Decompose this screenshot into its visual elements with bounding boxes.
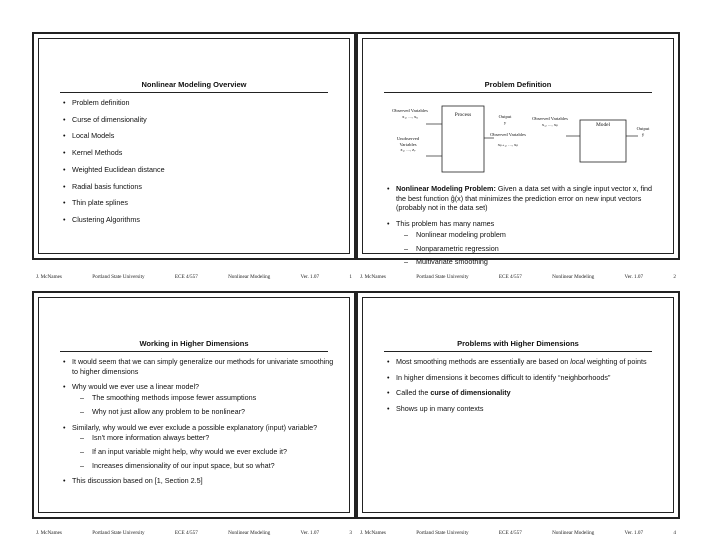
page-number: 2	[673, 274, 676, 280]
sub-list	[72, 393, 340, 416]
list-item: • In higher dimensions it becomes difficult to identify “neighborhoods”	[386, 373, 664, 383]
model-output-label	[630, 126, 656, 137]
footer-author: J. McNames	[360, 530, 386, 536]
list-item: • Radial basis functions	[62, 182, 340, 192]
slide-title: Nonlinear Modeling Overview	[141, 80, 247, 89]
list-item: • Shows up in many contexts	[386, 404, 664, 414]
label-sub: ŷ	[641, 131, 645, 137]
title-rule	[384, 92, 652, 93]
footer-course: ECE 4/557	[174, 274, 198, 280]
sub-list-item: – Multivariate smoothing	[396, 257, 664, 267]
text-segment: Called the	[396, 388, 431, 398]
sub-list-item: – Nonparametric regression	[396, 244, 664, 254]
list-item	[62, 423, 340, 471]
observed-variables-label	[392, 108, 428, 119]
list-item: • This discussion based on [1, Section 2.5]	[62, 476, 340, 486]
slide-1	[32, 32, 356, 260]
bullet-list	[386, 357, 664, 414]
footer-topic: Nonlinear Modeling	[552, 530, 595, 536]
footer-course: ECE 4/557	[498, 274, 522, 280]
footer-university: Portland State University	[92, 274, 145, 280]
sub-list	[72, 433, 340, 470]
slide-footer	[36, 274, 352, 280]
sub-list-item: – The smoothing methods impose fewer assumptions	[72, 393, 340, 403]
slide-2	[356, 32, 680, 267]
label-text: Unobserved Variables	[396, 136, 420, 147]
footer-course: ECE 4/557	[174, 530, 198, 536]
label-sub: xₚ₊₁, ..., xₚ	[497, 141, 519, 147]
slide-3	[32, 291, 356, 519]
unobserved-variables-label	[388, 136, 428, 153]
text-segment: Most smoothing methods are essentially are based on	[396, 357, 571, 366]
title-rule	[60, 92, 328, 93]
list-item: • Curse of dimensionality	[62, 115, 340, 125]
slide-title: Problem Definition	[484, 80, 552, 89]
footer-version: Ver. 1.07	[300, 530, 320, 536]
footer-topic: Nonlinear Modeling	[552, 274, 595, 280]
label-text: Observed Variables	[490, 132, 526, 137]
footer-version: Ver. 1.07	[624, 530, 644, 536]
sub-list	[396, 230, 664, 267]
sub-list-item: – Why not just allow any problem to be nonlinear?	[72, 407, 340, 417]
label-sub: x₁, ..., xᵤ	[402, 113, 418, 119]
sub-list-item: – Nonlinear modeling problem	[396, 230, 664, 240]
footer-university: Portland State University	[92, 530, 145, 536]
slide-content	[62, 357, 340, 492]
slide-content	[62, 98, 340, 232]
slide-content	[386, 357, 664, 420]
list-item: • It would seem that we can simply generalize our methods for univariate smoothing to higher dimensions	[62, 357, 340, 376]
slide-footer	[360, 274, 676, 280]
footer-university: Portland State University	[416, 530, 469, 536]
text-segment: weighting of points	[585, 357, 647, 366]
output-label	[492, 114, 518, 125]
list-item: • Thin plate splines	[62, 198, 340, 208]
footer-topic: Nonlinear Modeling	[228, 274, 271, 280]
slide-footer	[360, 530, 676, 536]
sub-list-item: – Increases dimensionality of our input space, but so what?	[72, 461, 340, 471]
label-text: Output	[498, 114, 512, 119]
bullet-list	[386, 184, 664, 267]
list-item	[386, 357, 664, 367]
observed-variables-2-label	[488, 132, 528, 147]
sub-list-item: – If an input variable might help, why would we ever exclude it?	[72, 447, 340, 457]
list-item	[62, 382, 340, 416]
model-label: Model	[595, 122, 611, 128]
list-item-text: Why would we ever use a linear model?	[72, 382, 200, 392]
list-item	[386, 219, 664, 267]
list-item	[386, 184, 664, 213]
bullet-list	[62, 357, 340, 486]
problem-label: Nonlinear Modeling Problem:	[396, 184, 496, 193]
label-sub: x₁, ..., xₚ	[541, 121, 559, 127]
footer-university: Portland State University	[416, 274, 469, 280]
list-item: • Problem definition	[62, 98, 340, 108]
title-rule	[60, 351, 328, 352]
slide-content	[386, 184, 664, 273]
page-number: 1	[349, 274, 352, 280]
footer-course: ECE 4/557	[498, 530, 522, 536]
slide-4	[356, 291, 680, 519]
label-text: Observed Variables	[392, 108, 428, 113]
footer-version: Ver. 1.07	[300, 274, 320, 280]
label-text: Observed Variables	[532, 116, 568, 121]
slide-title: Problems with Higher Dimensions	[457, 339, 579, 348]
problem-text: Given a data set with a single input vector x, find the best function ĝ(x) that minimizes the prediction error on new input vectors (probably not in the data set)	[396, 184, 653, 213]
slide-title: Working in Higher Dimensions	[139, 339, 249, 348]
emphasis-local: local	[570, 357, 585, 366]
footer-topic: Nonlinear Modeling	[228, 530, 271, 536]
list-item-text: Similarly, why would we ever exclude a possible explanatory (input) variable?	[72, 422, 318, 432]
footer-author: J. McNames	[36, 530, 62, 536]
list-item: • Kernel Methods	[62, 148, 340, 158]
list-item	[386, 388, 664, 398]
title-rule	[384, 351, 652, 352]
process-label: Process	[454, 112, 472, 118]
list-item-text: This problem has many names	[396, 219, 495, 229]
label-text: Output	[636, 126, 650, 131]
slide-footer	[36, 530, 352, 536]
list-item: • Clustering Algorithms	[62, 215, 340, 225]
process-model-diagram	[370, 98, 670, 178]
bullet-list	[62, 98, 340, 225]
curse-of-dimensionality-term: curse of dimensionality	[430, 388, 511, 398]
list-item: • Local Models	[62, 131, 340, 141]
footer-author: J. McNames	[36, 274, 62, 280]
observed-variables-model-label	[530, 116, 570, 127]
footer-version: Ver. 1.07	[624, 274, 644, 280]
footer-author: J. McNames	[360, 274, 386, 280]
page-number: 3	[349, 530, 352, 536]
sub-list-item: – Isn't more information always better?	[72, 433, 340, 443]
label-sub: z₁, ..., zᵥ	[400, 147, 416, 152]
page-number: 4	[673, 530, 676, 536]
label-sub: y	[503, 119, 507, 125]
list-item: • Weighted Euclidean distance	[62, 165, 340, 175]
